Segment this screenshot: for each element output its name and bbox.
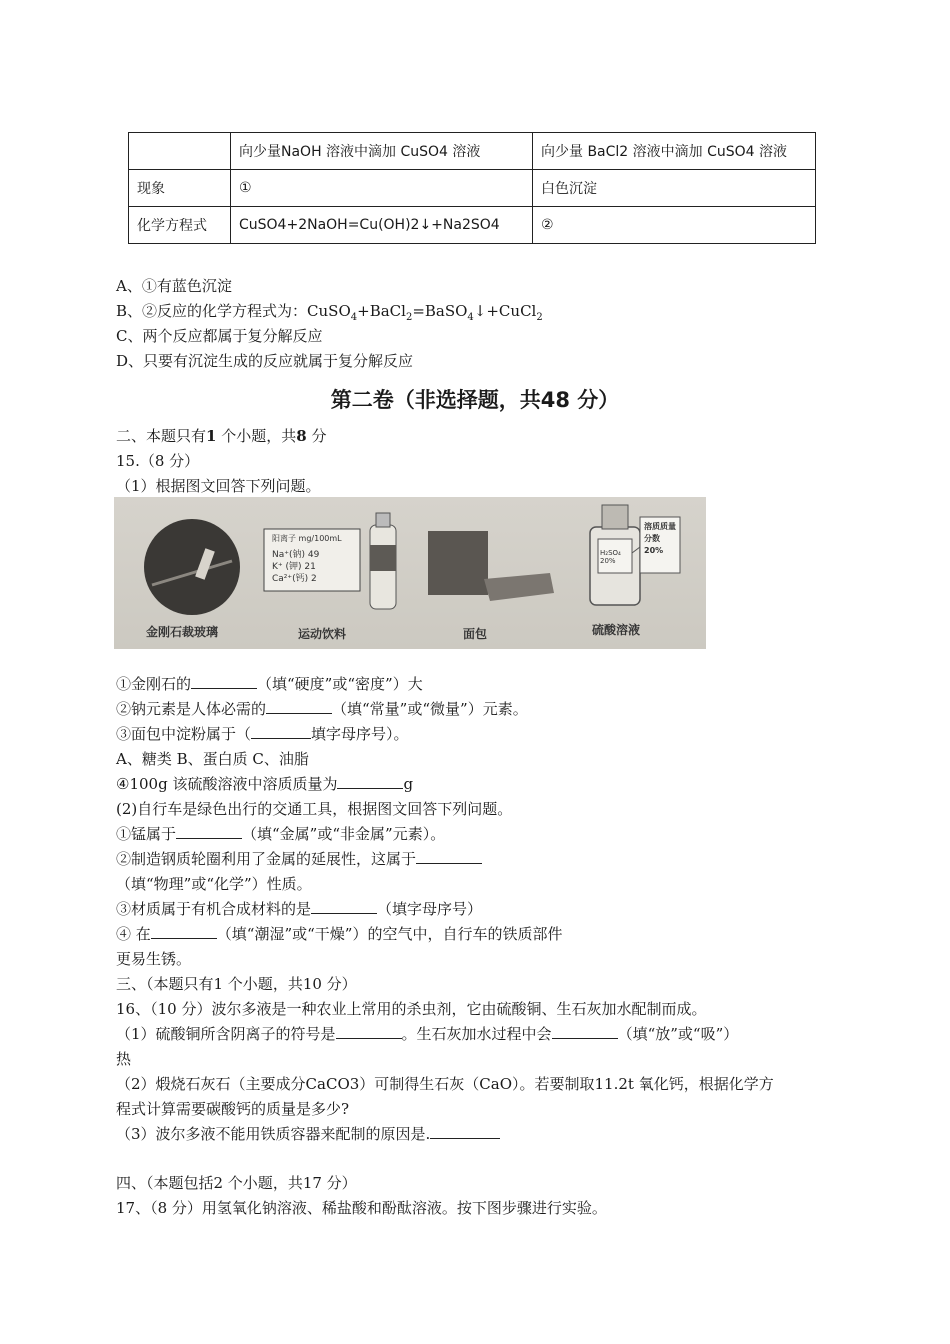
ion-label-row: K⁺ (钾) 21 xyxy=(272,562,316,572)
section3-header: 三、（本题只有1 个小题，共10 分） xyxy=(116,975,357,993)
question-16: 16、（10 分）波尔多液是一种农业上常用的杀虫剂，它由硫酸铜、生石灰加水配制而成。 xyxy=(116,1000,707,1018)
question-15-part1: （1）根据图文回答下列问题。 xyxy=(116,477,321,495)
figure-caption: 面包 xyxy=(463,627,488,641)
q15-item2: ②钠元素是人体必需的 （填“常量”或“微量”）元素。 xyxy=(116,700,528,718)
table-cell: 白色沉淀 xyxy=(533,170,816,207)
q15-item1: ①金刚石的 （填“硬度”或“密度”）大 xyxy=(116,675,423,693)
answer-blank[interactable] xyxy=(151,924,217,939)
section2-header: 二、本题只有1 个小题，共8 分 xyxy=(116,427,327,445)
answer-blank[interactable] xyxy=(336,1024,402,1039)
question-15: 15.（8 分） xyxy=(116,452,200,470)
answer-blank[interactable] xyxy=(266,699,332,714)
q15-part2-item3: ③材质属于有机合成材料的是 （填字母序号） xyxy=(116,900,483,918)
q16-part1: （1）硫酸铜所含阴离子的符号是 。生石灰加水过程中会 （填“放”或“吸”） xyxy=(116,1025,739,1043)
acid-bottle-label: H₂SO₄ 20% xyxy=(600,549,621,565)
q16-part2: （2）煅烧石灰石（主要成分CaCO3）可制得生石灰（CaO）。若要制取11.2t 氧化钙，根据化学方 xyxy=(116,1075,774,1093)
option-c: C、两个反应都属于复分解反应 xyxy=(116,327,323,345)
table-cell: CuSO4+2NaOH=Cu(OH)2↓+Na2SO4 xyxy=(231,207,533,244)
ion-label-row: Ca²⁺(钙) 2 xyxy=(272,574,317,584)
table-cell: 向少量NaOH 溶液中滴加 CuSO4 溶液 xyxy=(231,133,533,170)
q15-item4: ④100g 该硫酸溶液中溶质质量为 g xyxy=(116,775,414,793)
q15-item3: ③面包中淀粉属于（ 填字母序号）。 xyxy=(116,725,409,743)
question-figure xyxy=(114,497,706,649)
ion-label-row: Na⁺(钠) 49 xyxy=(272,550,320,560)
bread-image xyxy=(428,531,488,595)
answer-blank[interactable] xyxy=(430,1124,500,1139)
answer-blank[interactable] xyxy=(311,899,377,914)
question-17: 17、（8 分）用氢氧化钠溶液、稀盐酸和酚酞溶液。按下图步骤进行实验。 xyxy=(116,1199,607,1217)
ion-label-title: 阳离子 mg/100mL xyxy=(272,534,342,543)
q15-part2: (2)自行车是绿色出行的交通工具，根据图文回答下列问题。 xyxy=(116,800,513,818)
answer-blank[interactable] xyxy=(176,824,242,839)
table-cell xyxy=(129,133,231,170)
answer-blank[interactable] xyxy=(337,774,403,789)
answer-blank[interactable] xyxy=(552,1024,618,1039)
q16-part3: （3）波尔多液不能用铁质容器来配制的原因是. xyxy=(116,1124,500,1144)
figure-caption: 运动饮料 xyxy=(298,627,347,641)
q15-part2-item1: ①锰属于 （填“金属”或“非金属”元素）。 xyxy=(116,825,446,843)
figure-caption: 金刚石裁玻璃 xyxy=(146,625,219,639)
q15-part2-item4: ④ 在 （填“潮湿”或“干燥”）的空气中，自行车的铁质部件 xyxy=(116,925,563,943)
table-cell: ① xyxy=(231,170,533,207)
answer-blank[interactable] xyxy=(191,674,257,689)
section-title: 第二卷（非选择题，共48 分） xyxy=(330,388,620,412)
table-row xyxy=(129,207,816,244)
option-a: A、①有蓝色沉淀 xyxy=(116,277,232,295)
table-row xyxy=(129,133,816,170)
answer-blank[interactable] xyxy=(251,724,311,739)
option-d: D、只要有沉淀生成的反应就属于复分解反应 xyxy=(116,352,414,370)
q15-choices: A、糖类 B、蛋白质 C、油脂 xyxy=(116,750,309,768)
q15-part2-item2: ②制造钢质轮圈利用了金属的延展性，这属于 xyxy=(116,849,482,869)
figure-caption: 硫酸溶液 xyxy=(592,623,641,637)
table-cell: 现象 xyxy=(129,170,231,207)
q15-part2-item4-cont: 更易生锈。 xyxy=(116,950,192,968)
q16-part2-cont: 程式计算需要碳酸钙的质量是多少? xyxy=(116,1100,350,1118)
q16-part1-cont: 热 xyxy=(116,1050,132,1068)
concentration-tag-text: 溶质质量分数20% xyxy=(644,522,676,555)
option-b: B、②反应的化学方程式为：CuSO$_4$+BaCl$_2$=BaSO$_4$↓+CuCl$_2$ xyxy=(116,302,543,323)
experiment-table xyxy=(128,132,816,244)
table-cell: 向少量 BaCl2 溶液中滴加 CuSO4 溶液 xyxy=(533,133,816,170)
table-row xyxy=(129,170,816,207)
answer-blank[interactable] xyxy=(416,849,482,864)
table-cell: ② xyxy=(533,207,816,244)
section4-header: 四、（本题包括2 个小题，共17 分） xyxy=(116,1174,357,1192)
diamond-cutter-image xyxy=(144,519,240,615)
table-cell: 化学方程式 xyxy=(129,207,231,244)
q15-part2-item2-cont: （填“物理”或“化学”）性质。 xyxy=(116,875,312,893)
